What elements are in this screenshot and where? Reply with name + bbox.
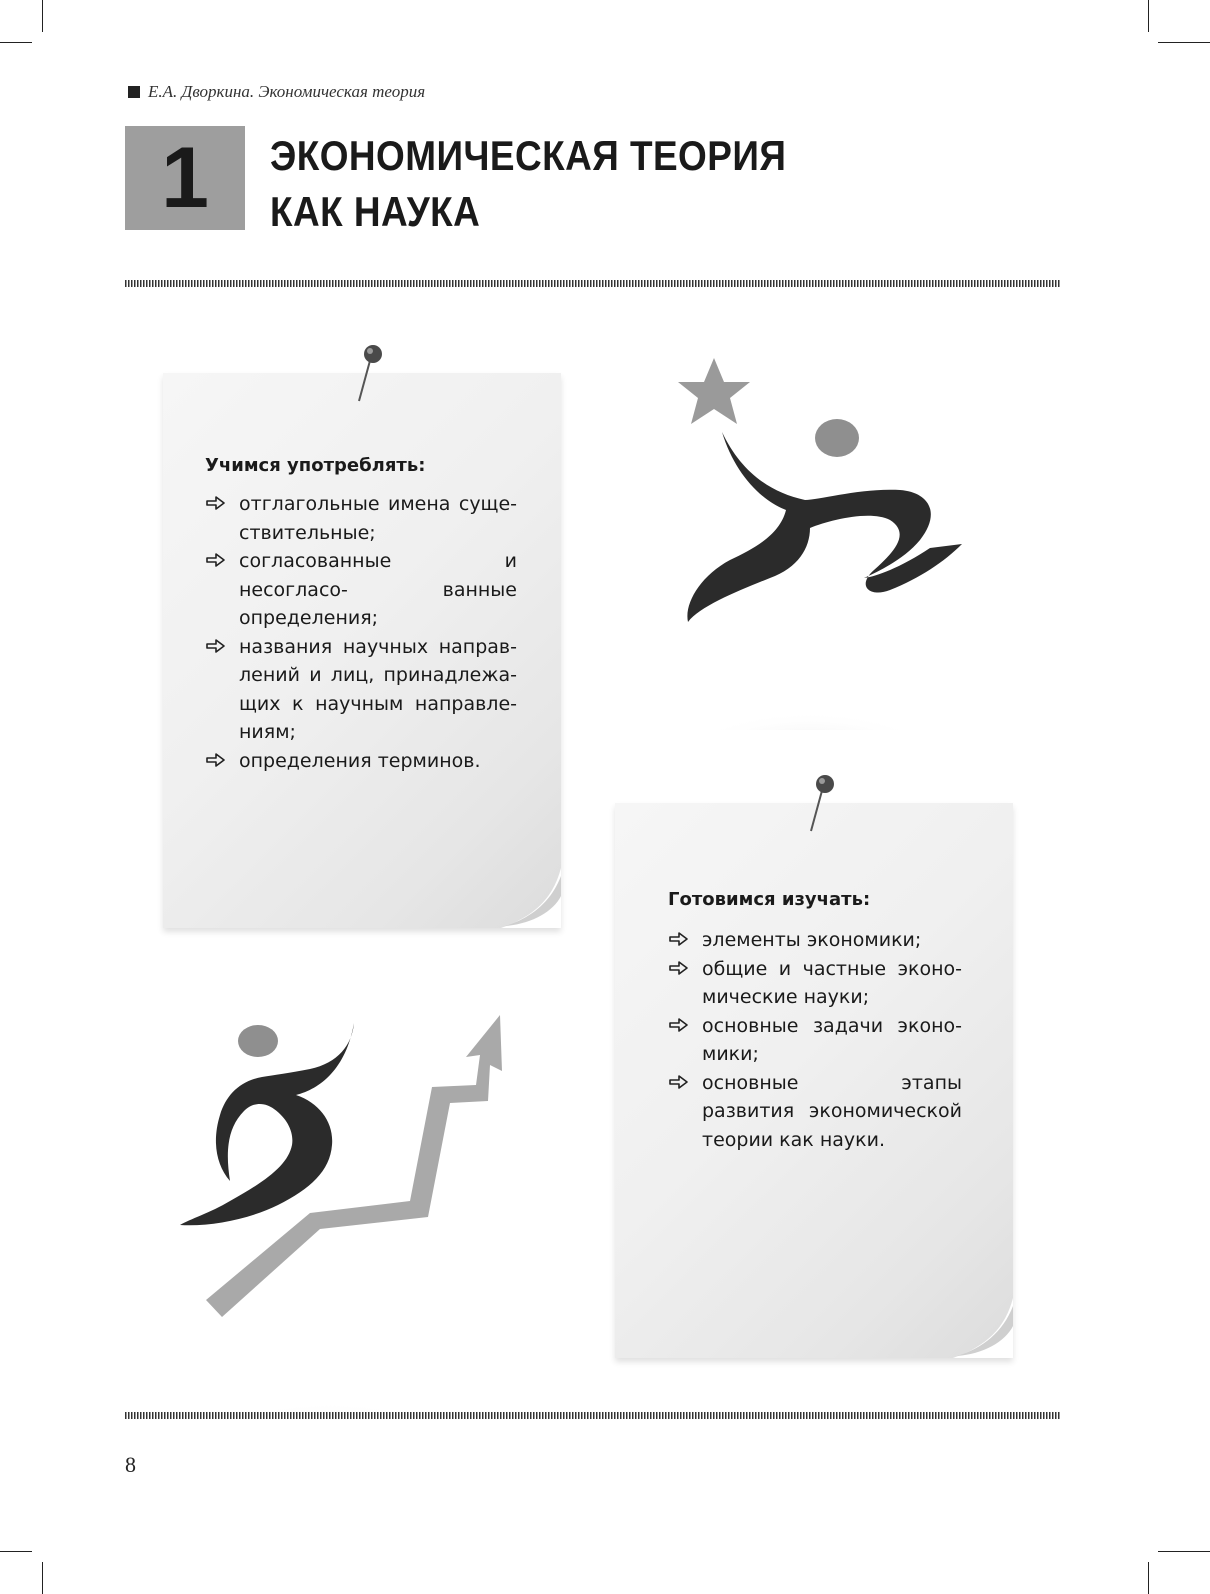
list-item: определения терминов.	[205, 747, 517, 776]
chapter-number: 1	[125, 126, 245, 230]
page-number: 8	[125, 1452, 136, 1477]
figure-reaching-star-illustration	[660, 350, 990, 730]
list-item: элементы экономики;	[668, 926, 962, 955]
head-shape	[238, 1025, 278, 1057]
list-item: отглагольные имена суще- ствительные;	[205, 490, 517, 547]
page-curl-icon	[501, 868, 561, 928]
chapter-title-line-1: ЭКОНОМИЧЕСКАЯ ТЕОРИЯ	[270, 132, 787, 179]
bottom-dotted-rule	[125, 1412, 1060, 1419]
figure-climbing-arrow-illustration	[170, 1005, 530, 1415]
top-dotted-rule	[125, 280, 1060, 287]
crop-mark	[1158, 42, 1210, 43]
note-list	[668, 926, 962, 1154]
ground-shadow	[215, 1368, 445, 1415]
crop-mark	[42, 1562, 43, 1594]
figure-body	[687, 432, 962, 622]
crop-mark	[0, 1551, 32, 1552]
note-learn	[163, 373, 561, 928]
crop-mark	[1158, 1551, 1210, 1552]
right-arrow-icon	[205, 747, 227, 775]
square-bullet-icon	[128, 86, 140, 98]
chapter-title-line-2: КАК НАУКА	[270, 188, 481, 235]
running-head	[128, 82, 425, 102]
chapter-title	[270, 128, 786, 240]
star-icon	[678, 358, 750, 424]
crop-mark	[1148, 1562, 1149, 1594]
list-item: согласованные и несогласо- ванные определения;	[205, 547, 517, 633]
head-shape	[815, 419, 859, 457]
growth-arrow	[206, 1015, 502, 1317]
pushpin-icon	[805, 775, 835, 835]
note-heading: Учимся употреблять:	[205, 455, 426, 476]
crop-mark	[42, 0, 43, 32]
page-curl-icon	[953, 1298, 1013, 1358]
right-arrow-icon	[205, 547, 227, 575]
list-item: общие и частные эконо- мические науки;	[668, 955, 962, 1012]
pushpin-icon	[353, 345, 383, 405]
right-arrow-icon	[205, 490, 227, 518]
right-arrow-icon	[668, 955, 690, 983]
right-arrow-icon	[668, 926, 690, 954]
right-arrow-icon	[668, 1012, 690, 1040]
right-arrow-icon	[205, 633, 227, 661]
crop-mark	[0, 42, 32, 43]
running-title: Е.А. Дворкина. Экономическая теория	[148, 82, 426, 101]
note-study	[615, 803, 1013, 1358]
list-item: названия научных направ- лений и лиц, принадлежа- щих к научным направле- ниям;	[205, 633, 517, 747]
note-heading: Готовимся изучать:	[668, 889, 871, 910]
right-arrow-icon	[668, 1069, 690, 1097]
ground-shadow	[695, 675, 925, 730]
list-item: основные задачи эконо- мики;	[668, 1012, 962, 1069]
list-item: основные этапы развития экономической теории как науки.	[668, 1069, 962, 1155]
crop-mark	[1148, 0, 1149, 32]
note-list	[205, 490, 517, 775]
